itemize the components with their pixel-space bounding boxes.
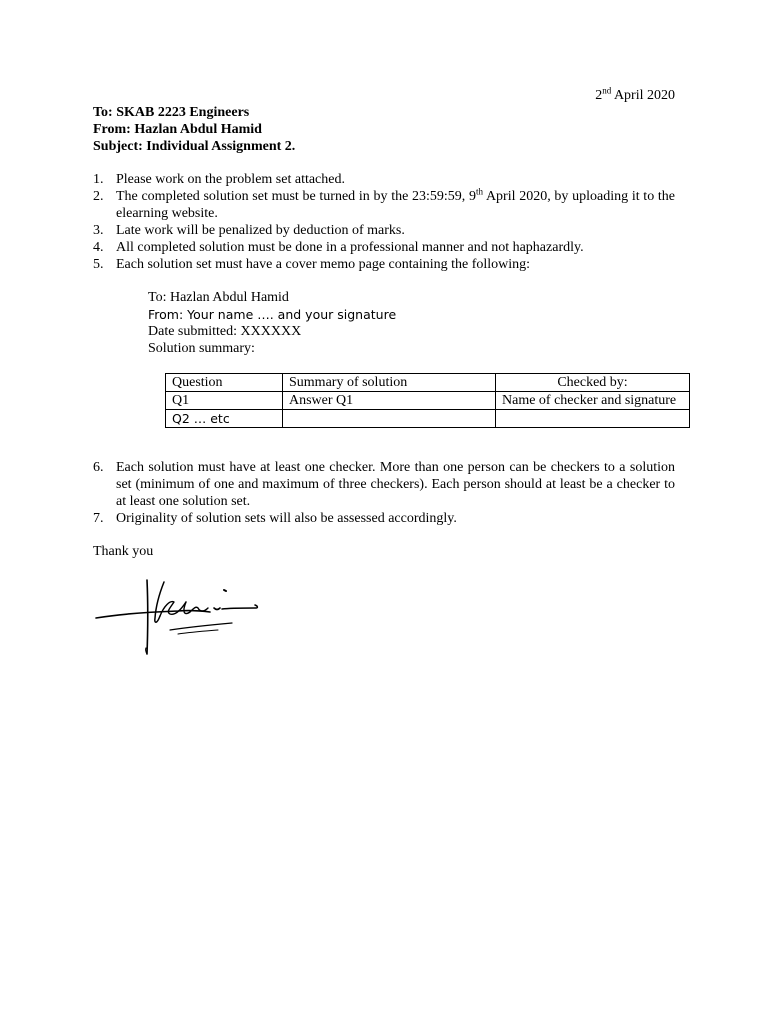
table-cell: Answer Q1: [283, 392, 496, 410]
memo-from-line: From: Hazlan Abdul Hamid: [93, 122, 262, 137]
list-text: April 2020, by uploading it to the elearning website.: [116, 189, 676, 221]
list-text: Please work on the problem set attached.: [116, 172, 345, 187]
table-header-cell: Checked by:: [496, 374, 690, 392]
instruction-list-continued: [93, 459, 675, 527]
list-number: 3.: [93, 223, 104, 238]
table-cell: Q2 … etc: [166, 410, 283, 428]
memo-to-line: To: SKAB 2223 Engineers: [93, 105, 250, 120]
list-text: All completed solution must be done in a professional manner and not haphazardly.: [116, 240, 584, 255]
table-cell: [283, 410, 496, 428]
table-cell: [496, 410, 690, 428]
list-number: 4.: [93, 240, 104, 255]
list-item: [93, 459, 675, 510]
solution-summary-table: [165, 373, 690, 428]
cover-memo-summary-label: Solution summary:: [148, 341, 255, 356]
date-day: 2: [595, 88, 603, 103]
table-header-cell: Question: [166, 374, 283, 392]
memo-header: [93, 104, 295, 155]
date-suffix: nd: [602, 85, 612, 96]
list-text: The completed solution set must be turned in by the 23:59:59, 9: [116, 189, 476, 204]
list-number: 5.: [93, 257, 104, 272]
table-header-cell: Summary of solution: [283, 374, 496, 392]
memo-subject-line: Subject: Individual Assignment 2.: [93, 139, 296, 154]
cover-memo-date: Date submitted: XXXXXX: [148, 324, 302, 339]
table-header-row: [166, 374, 690, 392]
list-text: Late work will be penalized by deduction of marks.: [116, 223, 405, 238]
list-item: [93, 188, 675, 222]
table-cell: Name of checker and signature: [496, 392, 690, 410]
list-number: 7.: [93, 511, 104, 526]
list-text-superscript: th: [476, 186, 484, 197]
list-text: Each solution must have at least one checker. More than one person can be checkers to a solution set (minimum of one and maximum of three checkers). Each person should at least be a checker to at least one solution set.: [116, 460, 675, 509]
instruction-list: [93, 171, 675, 273]
list-item: [93, 239, 675, 256]
list-item: [93, 510, 675, 527]
handwritten-signature: [90, 572, 265, 662]
date-rest: April 2020: [611, 88, 675, 103]
list-text: Originality of solution sets will also be assessed accordingly.: [116, 511, 457, 526]
list-item: [93, 256, 675, 273]
cover-memo-template: [148, 289, 396, 357]
cover-memo-to: To: Hazlan Abdul Hamid: [148, 290, 289, 305]
table-row: [166, 410, 690, 428]
closing-text: Thank you: [93, 544, 154, 559]
list-number: 2.: [93, 189, 104, 204]
table-cell: Q1: [166, 392, 283, 410]
list-item: [93, 171, 675, 188]
memo-date: [595, 87, 675, 104]
list-text: Each solution set must have a cover memo page containing the following:: [116, 257, 531, 272]
list-item: [93, 222, 675, 239]
table-row: [166, 392, 690, 410]
list-number: 6.: [93, 460, 104, 475]
cover-memo-from: From: Your name …. and your signature: [148, 307, 397, 322]
list-number: 1.: [93, 172, 104, 187]
